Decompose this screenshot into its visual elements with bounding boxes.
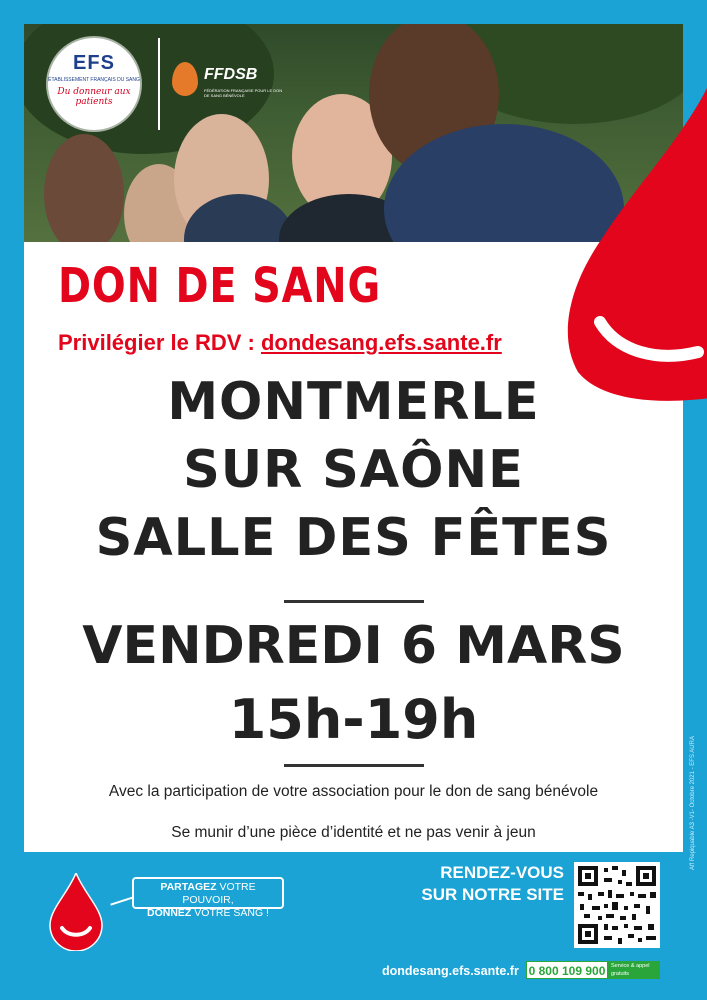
efs-full-name: ÉTABLISSEMENT FRANÇAIS DU SANG: [48, 77, 140, 83]
rdv-prefix: Privilégier le RDV :: [58, 330, 261, 355]
slogan-bubble: [132, 877, 284, 919]
ffdsb-name: FFDSB: [204, 66, 258, 83]
ffdsb-logo: [172, 58, 292, 118]
divider-top: [284, 600, 424, 603]
speech-bubble-tail: [110, 896, 133, 905]
phone-tag: Service & appel gratuits: [608, 961, 660, 979]
rdv-link[interactable]: dondesang.efs.sante.fr: [260, 330, 502, 355]
location-line1: MONTMERLE: [167, 372, 540, 432]
efs-logo: [48, 38, 140, 130]
logos: [48, 38, 296, 134]
slogan-rest-2: VOTRE SANG !: [191, 907, 269, 919]
event-hours: 15h-19h: [228, 688, 479, 751]
rendezvous-line2: SUR NOTRE SITE: [421, 885, 564, 904]
ffdsb-full-name: FÉDÉRATION FRANÇAISE POUR LE DON DE SANG BÉNÉVOLE: [204, 88, 283, 98]
location-line3: SALLE DES FÊTES: [95, 508, 612, 568]
slogan-rest-1: VOTRE POUVOIR,: [182, 881, 256, 906]
divider-bottom: [284, 764, 424, 767]
smiling-drop-icon: [46, 873, 106, 951]
page-title: DON DE SANG: [58, 258, 382, 314]
blood-drop-icon: [548, 62, 707, 402]
print-credit: Aff Repiquable A3 -V1- Octobre 2021 - EFS AURA: [690, 736, 696, 870]
participation-note: Avec la participation de votre association pour le don de sang bénévole: [108, 783, 599, 800]
rendezvous-line1: RENDEZ-VOUS: [440, 863, 564, 882]
footer-url[interactable]: dondesang.efs.sante.fr: [382, 964, 519, 978]
slogan-strong-1: PARTAGEZ: [160, 881, 217, 893]
event-date: VENDREDI 6 MARS: [82, 616, 625, 676]
logo-divider: [158, 38, 160, 130]
efs-slogan: Du donneur aux patients: [57, 87, 131, 107]
efs-name: EFS: [73, 52, 115, 74]
qr-code-icon[interactable]: [574, 862, 660, 948]
ffdsb-drop-icon: [172, 62, 198, 96]
location-line2: SUR SAÔNE: [183, 440, 524, 500]
location: [24, 370, 683, 570]
phone-number[interactable]: 0 800 109 900: [526, 961, 608, 979]
rdv-line: [58, 330, 502, 356]
rendezvous-callout: [400, 862, 564, 906]
id-note: Se munir d’une pièce d’identité et ne pas venir à jeun: [171, 824, 536, 841]
slogan-strong-2: DONNEZ: [147, 907, 192, 919]
